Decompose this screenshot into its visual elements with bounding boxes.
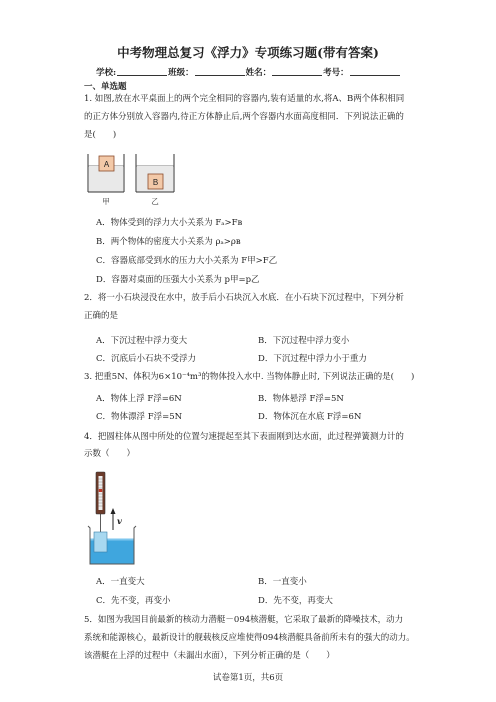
school-label: 学校: [96,68,117,78]
velocity-label: v [117,517,122,527]
q3-option-a: A．物体上浮 F浮=6N [96,394,182,404]
section-heading: 一、单选题 [84,82,127,92]
container-yi [136,154,174,192]
q2-option-b: B．下沉过程中浮力变小 [258,336,350,346]
q2-option-d: D．下沉过程中浮力小于重力 [258,354,367,364]
q1-option-a: A．物体受到的浮力大小关系为 Fₐ>Fʙ [96,218,243,228]
q4-option-a: A．一直变大 [96,577,145,587]
class-label: 班级： [168,68,194,78]
q1-line1: 1. 如图,放在水平桌面上的两个完全相同的容器内,装有适量的水,将A、B两个体积相同 [84,94,405,104]
q4-option-c: C．先不变，再变小 [96,596,171,606]
figure-label-jia: 甲 [102,197,110,206]
q4-line2: 示数（ ） [84,449,136,459]
q1-option-d: D．容器对桌面的压强大小关系为 p甲=p乙 [96,275,260,285]
q4-figure-spring-scale [84,470,148,568]
q3-option-d: D．物体沉在水底 F浮=6N [258,412,362,422]
q5-line1: 5．如图为我国目前最新的核动力潜艇－094核潜艇，它采取了最新的降噪技术，动力 [84,615,404,625]
box-b-label: B [152,178,159,187]
q4-option-b: B．一直变小 [258,577,307,587]
q1-option-b: B．两个物体的密度大小关系为 ρₐ>ρʙ [96,237,241,247]
page-footer: 试卷第1页，共6页 [212,673,284,683]
q1-line3: 是( ) [84,130,117,140]
q2-line1: 2．将一小石块浸没在水中，放手后小石块沉入水底．在小石块下沉过程中，下列分析 [84,293,404,303]
q5-line2: 系统和能源核心，最新设计的舰载核反应堆使得094核潜艇具备前所未有的强大的动力。 [84,633,415,643]
velocity-arrow-icon [111,508,116,530]
figure-label-yi: 乙 [151,197,159,206]
class-blank [195,67,245,76]
name-label: 姓名： [245,68,272,78]
q2-option-c: C．沉底后小石块不受浮力 [96,354,197,364]
q3-line1: 3. 把重5N、体积为6×10⁻⁴m³的物体投入水中. 当物体静止时, 下列说法正确的是( ) [84,372,415,382]
number-blank [350,67,400,76]
student-info-line [96,66,401,78]
q4-line1: 4．把圆柱体从图中所处的位置匀速提起至其下表面刚到达水面，此过程弹簧测力计的 [84,432,404,442]
q1-line2: 的正方体分别放入容器内,待正方体静止后,两个容器内水面高度相同．下列说法正确的 [84,112,404,122]
spring-scale [96,472,105,532]
q3-option-c: C．物体漂浮 F浮=5N [96,412,183,422]
name-blank [272,67,322,76]
q3-option-b: B．物体悬浮 F浮=5N [258,394,344,404]
beaker [88,526,136,564]
q4-option-d: D．先不变，再变大 [258,596,333,606]
q1-option-c: C．容器底部受到水的压力大小关系为 F甲>F乙 [96,256,278,266]
page-title: 中考物理总复习《浮力》专项练习题(带有答案) [117,45,379,60]
q1-figure-containers [84,152,184,208]
q5-line3: 该潜艇在上浮的过程中（未漏出水面），下列分析正确的是（ ） [84,651,335,661]
school-blank [117,67,167,76]
q2-line2: 正确的是 [84,311,119,321]
box-a-label: A [103,160,110,169]
cylinder [94,532,107,552]
container-jia [88,154,124,192]
q2-option-a: A．下沉过程中浮力变大 [96,336,188,346]
number-label: 考号： [323,68,349,78]
